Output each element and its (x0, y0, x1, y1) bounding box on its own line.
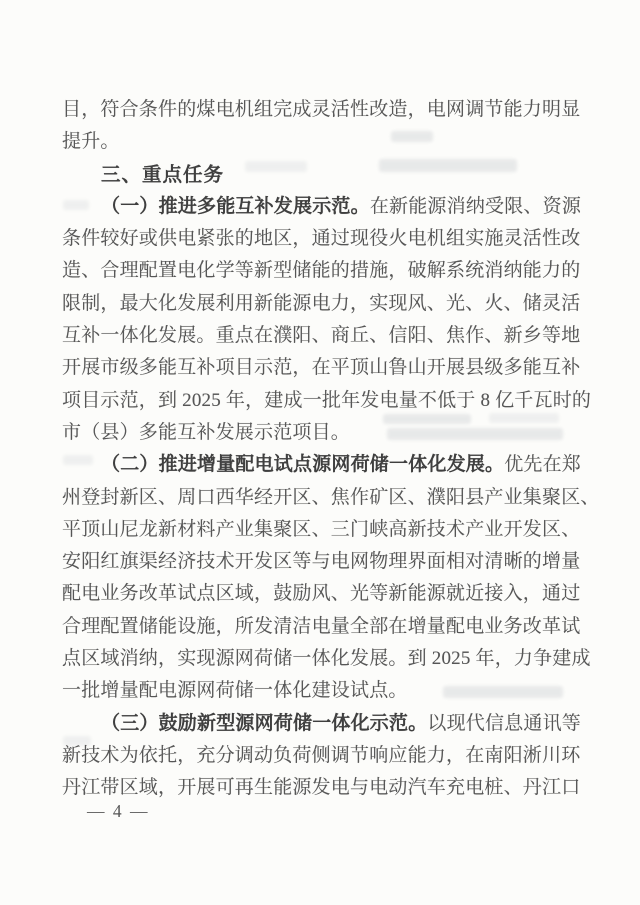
line-text: 优先在郑 (504, 454, 582, 476)
line-text: 配电业务改革试点区域，鼓励风、光等新能源就近接入，通过 (62, 583, 581, 605)
line-text: 开展市级多能互补项目示范，在平顶山鲁山开展县级多能互补 (62, 357, 581, 379)
text-line (62, 191, 580, 223)
text-line (62, 611, 580, 643)
text-line (62, 94, 580, 126)
line-text: 限制，最大化发展利用新能源电力，实现风、光、火、储灵活 (62, 292, 581, 314)
text-line (62, 514, 580, 546)
text-line (62, 255, 580, 287)
text-line (62, 740, 580, 772)
section-heading (62, 159, 580, 191)
text-line (62, 320, 580, 352)
line-text: 造、合理配置电化学等新型储能的措施，破解系统消纳能力的 (62, 260, 581, 282)
line-text: 点区域消纳，实现源网荷储一体化发展。到 2025 年，力争建成 (62, 648, 591, 670)
text-line (62, 352, 580, 384)
line-text: 安阳红旗渠经济技术开发区等与电网物理界面相对清晰的增量 (62, 551, 581, 573)
text-line (62, 546, 580, 578)
line-text: 项目示范，到 2025 年，建成一批年发电量不低于 8 亿千瓦时的 (62, 389, 592, 411)
line-text: 目，符合条件的煤电机组完成灵活性改造，电网调节能力明显 (62, 99, 581, 120)
paragraph-lead: （二）推进增量配电试点源网荷储一体化发展。 (101, 454, 505, 476)
text-line (62, 417, 580, 449)
line-text: 提升。 (62, 131, 120, 153)
text-line (62, 482, 600, 514)
text-line (62, 708, 580, 740)
line-text: 一批增量配电源网荷储一体化建设试点。 (62, 680, 408, 702)
text-line (62, 449, 580, 481)
text-line (62, 578, 580, 610)
line-text: 市（县）多能互补发展示范项目。 (62, 421, 351, 443)
text-line (62, 772, 580, 804)
text-column (62, 94, 600, 805)
heading-text: 三、重点任务 (101, 163, 225, 186)
text-line (62, 126, 580, 158)
text-line (62, 385, 592, 417)
page-number: — 4 — (87, 801, 150, 821)
line-text: 合理配置储能设施，所发清洁电量全部在增量配电业务改革试 (62, 615, 581, 637)
line-text: 条件较好或供电紧张的地区，通过现役火电机组实施灵活性改 (62, 228, 581, 250)
line-text: 在新能源消纳受限、资源 (369, 195, 582, 217)
line-text: 新技术为依托，充分调动负荷侧调节响应能力，在南阳淅川环 (62, 744, 581, 766)
line-text: 互补一体化发展。重点在濮阳、商丘、信阳、焦作、新乡等地 (62, 325, 581, 347)
line-text: 平顶山尼龙新材料产业集聚区、三门峡高新技术产业开发区、 (62, 518, 581, 540)
paragraph-lead: （一）推进多能互补发展示范。 (101, 195, 370, 217)
text-line (62, 643, 591, 675)
line-text: 丹江带区域，开展可再生能源发电与电动汽车充电桩、丹江口 (62, 777, 581, 799)
paragraph-lead: （三）鼓励新型源网荷储一体化示范。 (101, 712, 428, 734)
text-line (62, 223, 580, 255)
line-text: 州登封新区、周口西华经开区、焦作矿区、濮阳县产业集聚区、 (62, 486, 600, 508)
text-line (62, 288, 580, 320)
text-line (62, 675, 580, 707)
line-text: 以现代信息通讯等 (427, 712, 582, 734)
